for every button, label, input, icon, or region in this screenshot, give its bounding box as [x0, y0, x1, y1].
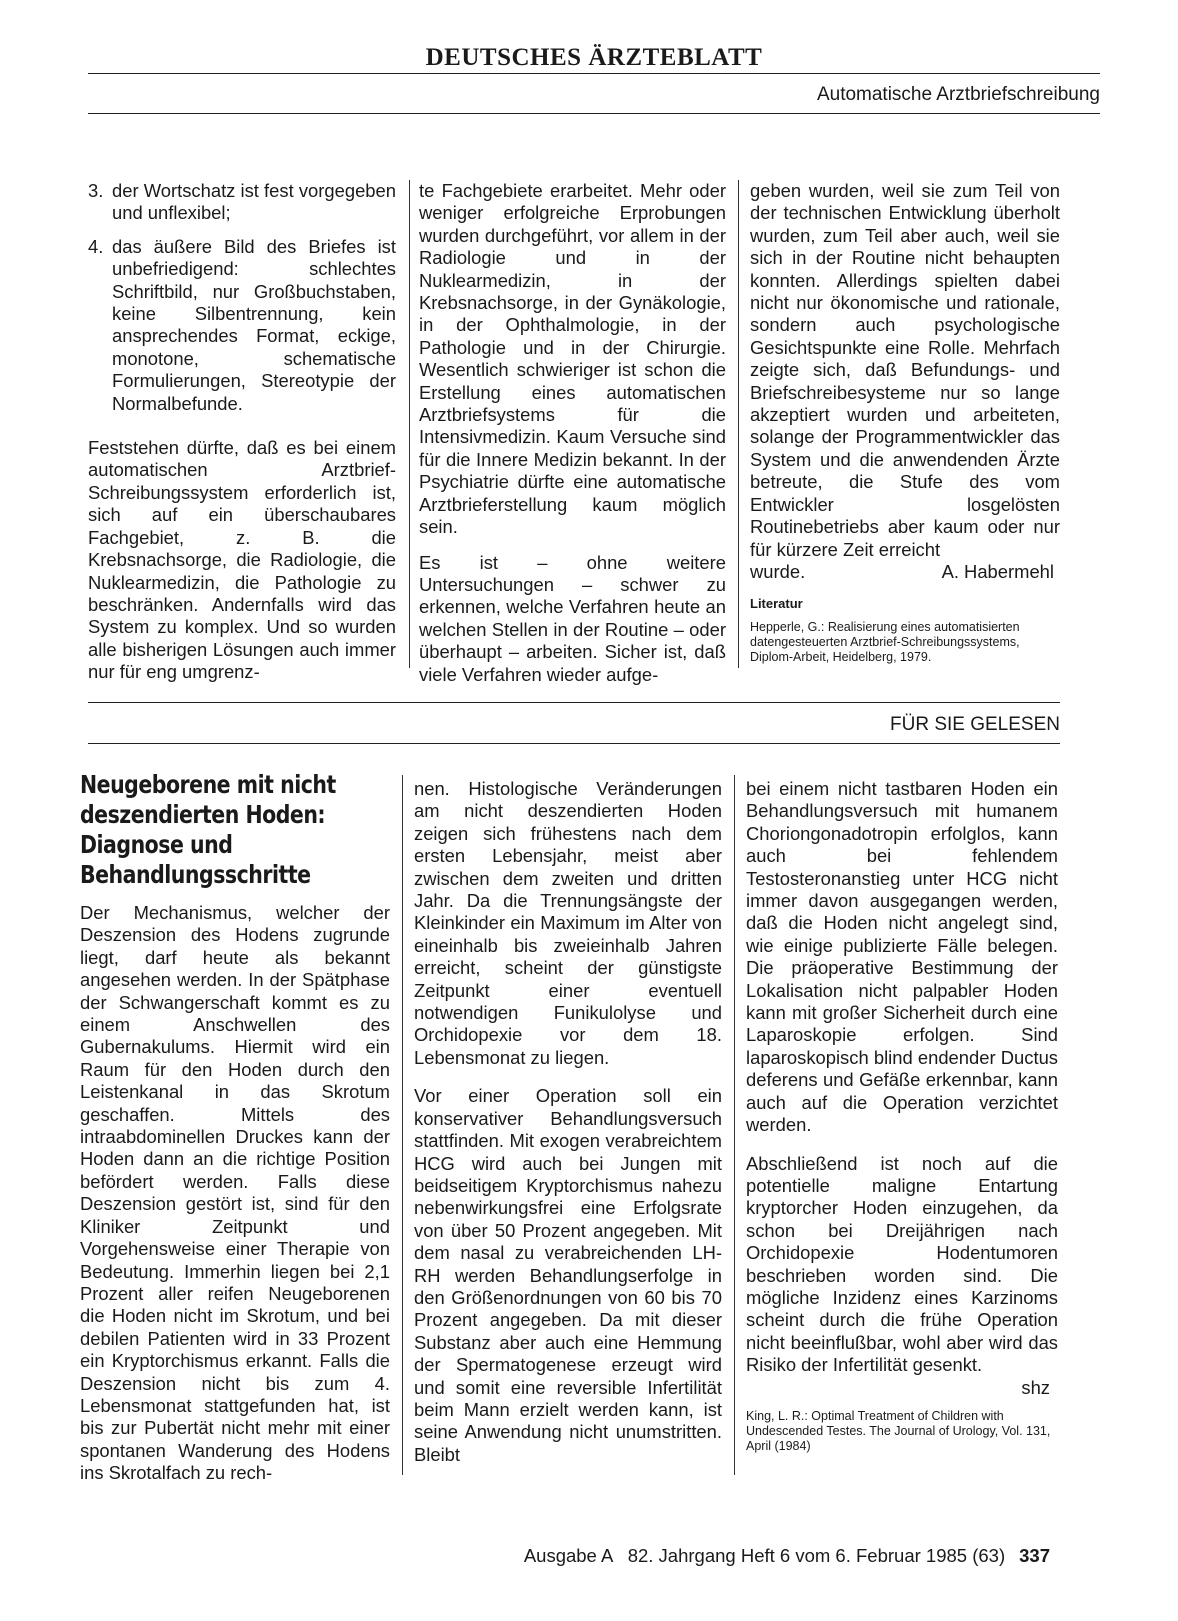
article1-column-1	[88, 180, 396, 684]
column-separator	[734, 775, 735, 1475]
list-number: 4.	[88, 235, 104, 257]
literature-heading: Literatur	[750, 596, 803, 612]
article1-column-2	[419, 180, 726, 686]
paragraph: Der Mechanismus, welcher der Deszension des Hodens zugrunde liegt, darf heute als bekannt angesehen werden. In der Spätphase der Schwangerschaft kommt es zu einem Anschwellen des Gubernakulums. Hiermit wird ein Raum für den Hoden durch den Leistenkanal in das Skrotum geschaffen. Mittels des intraabdominellen Druckes kann der Hoden dann an die richtige Position befördert werden. Falls diese Deszension gestört ist, sind für den Kliniker Zeitpunkt und Vorgehensweise einer Therapie von Bedeutung. Immerhin liegen bei 2,1 Prozent aller reifen Neugeborenen die Hoden nicht im Skrotum, und bei debilen Patienten wird in 33 Prozent ein Kryptorchismus erkannt. Falls die Deszension nicht bis zum 4. Lebensmonat stattgefunden hat, ist bis zur Pubertät nicht mehr mit einer spontanen Wanderung des Hodens ins Skrotalfach zu rech-	[80, 902, 390, 1484]
article1-column-3	[750, 180, 1060, 665]
paragraph: Es ist – ohne weitere Untersuchungen – schwer zu erkennen, welche Verfahren heute an welchen Stellen in der Routine – oder überhaupt – arbeiten. Sicher ist, daß viele Verfahren wieder aufge-	[419, 551, 726, 685]
last-word: wurde.	[750, 560, 806, 582]
article-reference: King, L. R.: Optimal Treatment of Children with Undescended Testes. The Journal of Urology, Vol. 131, April (1984)	[746, 1408, 1051, 1453]
column-separator	[409, 180, 410, 668]
signature-row	[750, 561, 1060, 583]
section-label: FÜR SIE GELESEN	[890, 714, 1060, 735]
article2-column-3	[746, 778, 1058, 1454]
header-bottom-rule	[88, 113, 1100, 114]
journal-masthead: DEUTSCHES ÄRZTEBLATT	[425, 44, 763, 71]
paragraph: nen. Histologische Veränderungen am nicht deszendierten Hoden zeigen sich frühestens nach dem ersten Lebensjahr, meist aber zwischen dem zweiten und dritten Jahr. Da die Trennungsängste der Kleinkinder ein Maximum im Alter von eineinhalb bis zweieinhalb Jahren erreicht, scheint der günstigste Zeitpunkt einer eventuell notwendigen Funikulolyse und Orchidopexie vor dem 18. Lebensmonat zu liegen.	[414, 778, 722, 1068]
paragraph: Feststehen dürfte, daß es bei einem automatischen Arztbrief-Schreibungssystem erforderlich ist, sich auf ein überschaubares Fachgebiet, z. B. die Krebsnachsorge, die Radiologie, die Nuklearmedizin, die Pathologie zu beschränken. Andernfalls wird das System zu komplex. Und so wurden alle bisherigen Lösungen auch immer nur für eng umgrenz-	[88, 437, 396, 683]
paragraph: te Fachgebiete erarbeitet. Mehr oder weniger erfolgreiche Erprobungen wurden durchgeführt, vor allem in der Radiologie und in der Nuklearmedizin, in der Krebsnachsorge, in der Gynäkologie, in der Ophthalmologie, in der Pathologie und in der Chirurgie. Wesentlich schwieriger ist schon die Erstellung eines automatischen Arztbriefsystems für die Intensivmedizin. Kaum Versuche sind für die Innere Medizin bekannt. In der Psychiatrie dürfte eine automatische Arztbrieferstellung kaum möglich sein.	[419, 180, 726, 538]
paragraph: Abschließend ist noch auf die potentielle maligne Entartung kryptorcher Hoden einzugehen, da schon bei Dreijährigen nach Orchidopexie Hodentumoren beschrieben worden sind. Die mögliche Inzidenz eines Karzinoms scheint durch die frühe Operation nicht beeinflußbar, wohl aber wird das Risiko der Infertilität gesenkt.	[746, 1152, 1058, 1376]
section-title: Automatische Arztbriefschreibung	[816, 84, 1100, 105]
column-separator	[402, 775, 403, 1475]
page-number: 337	[1019, 1545, 1050, 1566]
issue-info: Ausgabe A 82. Jahrgang Heft 6 vom 6. Februar 1985 (63)	[523, 1545, 1006, 1566]
section-label-rule	[88, 743, 1060, 744]
article-headline: Neugeborene mit nicht deszendierten Hoden: Diagnose und Behandlungsschritte	[80, 770, 336, 889]
author-signature: A. Habermehl	[941, 560, 1054, 582]
list-item	[88, 236, 396, 415]
article2-column-1	[80, 770, 390, 1485]
paragraph: bei einem nicht tastbaren Hoden ein Behandlungsversuch mit humanem Choriongonadotropin erfolglos, kann auch bei fehlendem Testosteronanstieg unter HCG nicht immer davon ausgegangen werden, daß die Hoden nicht angelegt sind, wie einige publizierte Fälle belegen. Die präoperative Bestimmung der Lokalisation nicht palpabler Hoden kann mit großer Sicherheit durch eine Laparoskopie erfolgen. Sind laparoskopisch blind endender Ductus deferens und Gefäße erkennbar, kann auch auf die Operation verzichtet werden.	[746, 778, 1058, 1136]
literature-reference: Hepperle, G.: Realisierung eines automatisierten datengesteuerten Arztbrief-Schreibungssystems, Diplom-Arbeit, Heidelberg, 1979.	[750, 619, 1020, 664]
list-text: der Wortschatz ist fest vorgegeben und unflexibel;	[112, 180, 396, 224]
masthead-rule	[88, 73, 1100, 74]
section-divider-rule	[88, 702, 1060, 703]
list-item	[88, 180, 396, 225]
author-signature: shz	[1021, 1376, 1050, 1398]
list-number: 3.	[88, 180, 104, 201]
paragraph: geben wurden, weil sie zum Teil von der technischen Entwicklung überholt wurden, zum Teil aber auch, weil sie sich in der Routine nicht behaupten konnten. Allerdings spielten dabei nicht nur ökonomische und rationale, sondern auch psychologische Gesichtspunkte eine Rolle. Mehrfach zeigte sich, daß Befundungs- und Briefschreibesysteme nur so lange akzeptiert wurden und arbeiteten, solange der Programmentwickler das System und die anwendenden Ärzte betreute, die Stufe des vom Entwickler losgelösten Routinebetriebs aber kaum oder nur für kürzere Zeit erreicht	[750, 180, 1060, 560]
paragraph: Vor einer Operation soll ein konservativer Behandlungsversuch stattfinden. Mit exogen verabreichtem HCG wird auch bei Jungen mit beidseitigem Kryptorchismus nahezu nebenwirkungsfrei eine Erfolgsrate von über 50 Prozent angegeben. Mit dem nasal zu verabreichenden LH-RH werden Behandlungserfolge in den Größenordnungen von 60 bis 70 Prozent angegeben. Da mit dieser Substanz aber auch eine Hemmung der Spermatogenese erzeugt wird und somit eine reversible Infertilität beim Mann erzielt werden kann, ist seine Anwendung nicht unumstritten. Bleibt	[414, 1085, 722, 1465]
list-text: das äußere Bild des Briefes ist unbefriedigend: schlechtes Schriftbild, nur Großbuchstaben, keine Silbentrennung, kein ansprechendes Format, eckige, monotone, schematische Formulierungen, Stereotypie der Normalbefunde.	[112, 235, 396, 414]
page-footer	[524, 1545, 1050, 1567]
article2-column-2	[414, 778, 722, 1466]
column-separator	[738, 180, 739, 668]
